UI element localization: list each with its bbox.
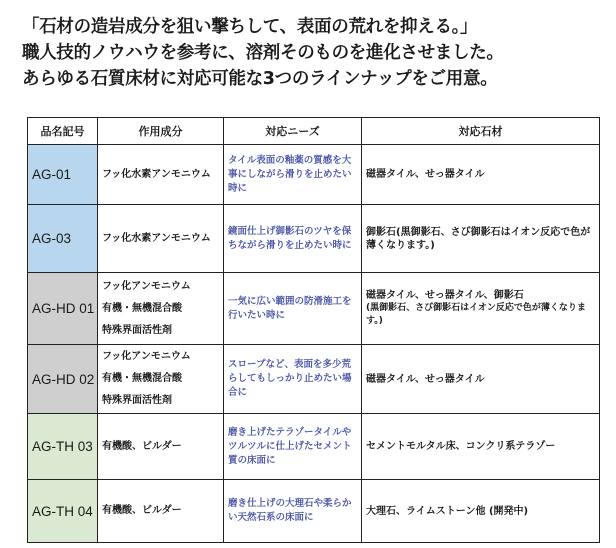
stone-item: 磁器タイル、せっ器タイル、御影石 — [366, 290, 524, 301]
ingredient-item: 有機・無機混合酸 — [102, 302, 182, 314]
compatible-stones — [362, 345, 600, 414]
stone-item: 御影石(黒御影石、さび御影石はイオン反応で色が薄くなります。) — [366, 226, 591, 251]
compatible-stones — [362, 480, 600, 543]
target-needs: 磨き上げたテラゾータイルやツルツルに仕上げたセメント質の床面に — [224, 414, 362, 480]
table-row — [28, 205, 600, 273]
product-code: AG-01 — [28, 145, 98, 205]
intro-line-2: 職人技的ノウハウを参考に、溶剤そのものを進化させました。 — [22, 43, 504, 63]
ingredient-item: フッ化水素アンモニウム — [102, 168, 211, 180]
header-stones: 対応石材 — [362, 118, 600, 145]
ingredient-item: 特殊界面活性剤 — [102, 324, 172, 336]
stone-item: セメントモルタル床、コンクリ系テラゾー — [366, 441, 556, 452]
product-code: AG-HD 02 — [28, 345, 98, 414]
ingredient-item: 有機・無機混合酸 — [102, 373, 182, 384]
compatible-stones — [362, 145, 600, 205]
stone-item: 磁器タイル、せっ器タイル — [366, 373, 485, 385]
header-needs: 対応ニーズ — [224, 118, 362, 145]
intro-line-3: あらゆる石質床材に対応可能な3つのラインナップをご用意。 — [22, 69, 498, 89]
target-needs: 一気に広い範囲の防滑施工を行いたい時に — [224, 273, 362, 345]
ingredient-item: フッ化アンモニウム — [102, 351, 191, 362]
ingredient-item: 有機酸、ビルダー — [102, 505, 182, 516]
compatible-stones — [362, 414, 600, 480]
active-ingredients — [98, 205, 224, 273]
ingredient-item: 特殊界面活性剤 — [102, 395, 172, 406]
ingredient-item: 有機酸、ビルダー — [102, 440, 182, 452]
stone-item: 磁器タイル、せっ器タイル — [366, 169, 485, 180]
table-row — [28, 414, 600, 480]
product-code: AG-TH 04 — [28, 480, 98, 543]
product-code: AG-HD 01 — [28, 273, 98, 345]
table-row — [28, 480, 600, 543]
compatible-stones — [362, 205, 600, 273]
active-ingredients — [98, 345, 224, 414]
header-code: 品名記号 — [28, 118, 98, 145]
target-needs: タイル表面の釉薬の質感を大事にしながら滑りを止めたい時に — [224, 145, 362, 205]
table-header-row — [28, 118, 600, 145]
compatible-stones — [362, 273, 600, 345]
stone-item: 大理石、ライムストーン他 (開発中) — [366, 505, 529, 517]
target-needs: スロープなど、表面を多少荒らしてもしっかり止めたい場合に — [224, 345, 362, 414]
ingredient-item: フッ化水素アンモニウム — [102, 232, 211, 244]
product-code: AG-TH 03 — [28, 414, 98, 480]
product-lineup-table — [27, 117, 600, 543]
header-ingredients: 作用成分 — [98, 118, 224, 145]
target-needs: 鏡面仕上げ御影石のツヤを保ちながら滑りを止めたい時に — [224, 205, 362, 273]
table-row — [28, 345, 600, 414]
table-row — [28, 273, 600, 345]
active-ingredients — [98, 414, 224, 480]
intro-text — [22, 14, 612, 92]
target-needs: 磨き仕上げの大理石や柔らかい天然石系の床面に — [224, 480, 362, 543]
table-row — [28, 145, 600, 205]
stone-note: (黒御影石、さび御影石はイオン反応で色が薄くなります。) — [366, 303, 586, 326]
active-ingredients — [98, 273, 224, 345]
table-body — [28, 145, 600, 543]
active-ingredients — [98, 480, 224, 543]
ingredient-item: フッ化アンモニウム — [102, 280, 191, 292]
intro-line-1: 「石材の造岩成分を狙い撃ちして、表面の荒れを抑える。」 — [22, 17, 478, 37]
active-ingredients — [98, 145, 224, 205]
product-code: AG-03 — [28, 205, 98, 273]
